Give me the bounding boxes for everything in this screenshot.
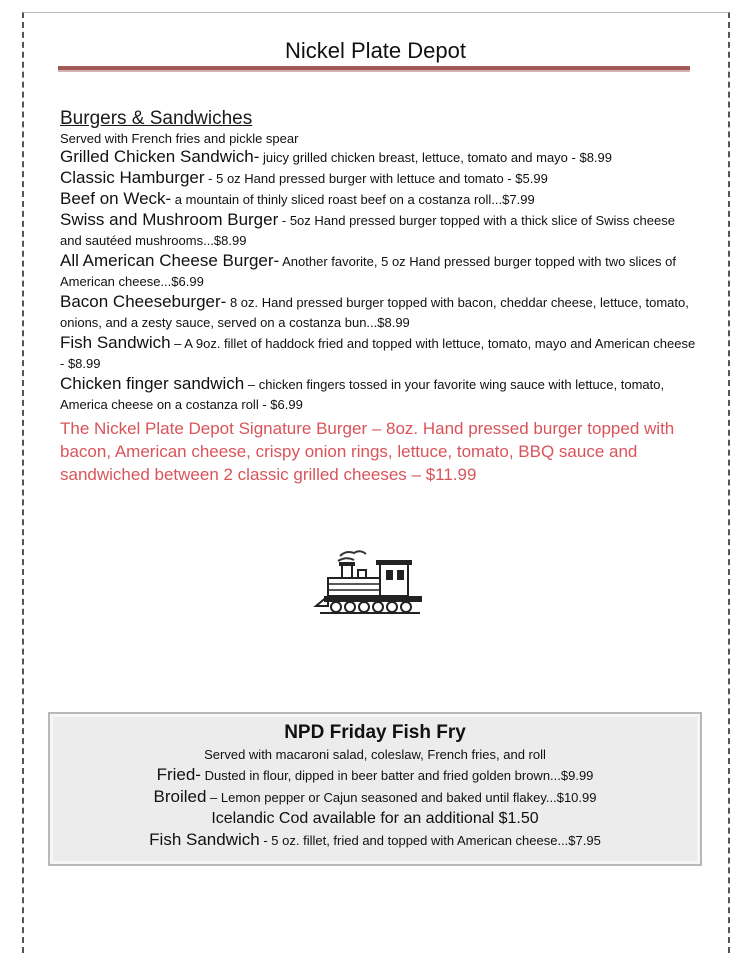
menu-item	[60, 168, 700, 189]
item-description: 8 oz. Hand pressed burger topped with bacon, cheddar cheese, lettuce, tomato, onions, and a zesty sauce, served on a costanza bun...$8.99	[60, 295, 689, 330]
menu-item	[60, 292, 700, 333]
item-name: Fish Sandwich	[149, 830, 260, 849]
menu-item	[60, 251, 700, 292]
fish-fry-item	[50, 764, 700, 786]
item-description: - 5 oz Hand pressed burger with lettuce and tomato - $5.99	[204, 171, 548, 186]
item-description: Another favorite, 5 oz Hand pressed burger topped with two slices of American cheese...$6.99	[60, 254, 676, 289]
item-description: – chicken fingers tossed in your favorite wing sauce with lettuce, tomato, America cheese on a costanza roll - $6.99	[60, 377, 665, 412]
fish-fry-item	[50, 808, 700, 829]
menu-item	[60, 147, 700, 168]
train-locomotive-icon	[310, 548, 426, 616]
signature-burger: The Nickel Plate Depot Signature Burger – 8oz. Hand pressed burger topped with bacon, American cheese, crispy onion rings, lettuce, tomato, BBQ sauce and sandwiched between 2 classic grilled cheeses – $11.99	[60, 419, 675, 484]
fish-fry-title: NPD Friday Fish Fry	[284, 722, 466, 743]
item-description: juicy grilled chicken breast, lettuce, tomato and mayo - $8.99	[259, 150, 612, 165]
item-name: Grilled Chicken Sandwich-	[60, 147, 260, 166]
item-name: Classic Hamburger	[60, 168, 205, 187]
fish-fry-item	[50, 829, 700, 851]
section-title: Burgers & Sandwiches	[60, 108, 253, 129]
item-name: Broiled	[153, 787, 207, 806]
item-description: Dusted in flour, dipped in beer batter and fried golden brown...$9.99	[200, 768, 594, 783]
item-description: – A 9oz. fillet of haddock fried and topped with lettuce, tomato, mayo and American cheese - $8.99	[60, 336, 696, 371]
fish-fry-box	[48, 712, 702, 866]
item-name: Fried-	[156, 765, 201, 784]
fish-fry-subtitle: Served with macaroni salad, coleslaw, French fries, and roll	[204, 747, 546, 762]
page-title: Nickel Plate Depot	[285, 38, 466, 63]
item-name: Fish Sandwich	[60, 333, 171, 352]
menu-item	[60, 374, 700, 415]
item-name: Chicken finger sandwich	[60, 374, 245, 393]
item-description: - 5 oz. fillet, fried and topped with American cheese...$7.95	[259, 833, 601, 848]
title-divider	[58, 66, 690, 70]
item-description: – Lemon pepper or Cajun seasoned and baked until flakey...$10.99	[206, 790, 597, 805]
section-subtitle: Served with French fries and pickle spear	[60, 131, 299, 146]
menu-item	[60, 333, 700, 374]
item-name: All American Cheese Burger-	[60, 251, 280, 270]
item-name: Bacon Cheeseburger-	[60, 292, 227, 311]
menu-item	[60, 210, 700, 251]
item-description: a mountain of thinly sliced roast beef on a costanza roll...$7.99	[171, 192, 535, 207]
item-description: - 5oz Hand pressed burger topped with a thick slice of Swiss cheese and sautéed mushrooms...$8.99	[60, 213, 675, 248]
fish-fry-item	[50, 786, 700, 808]
item-name: Icelandic Cod available for an additional $1.50	[211, 810, 539, 827]
burgers-section	[60, 108, 700, 486]
menu-item	[60, 189, 700, 210]
item-name: Beef on Weck-	[60, 189, 172, 208]
item-name: Swiss and Mushroom Burger	[60, 210, 279, 229]
